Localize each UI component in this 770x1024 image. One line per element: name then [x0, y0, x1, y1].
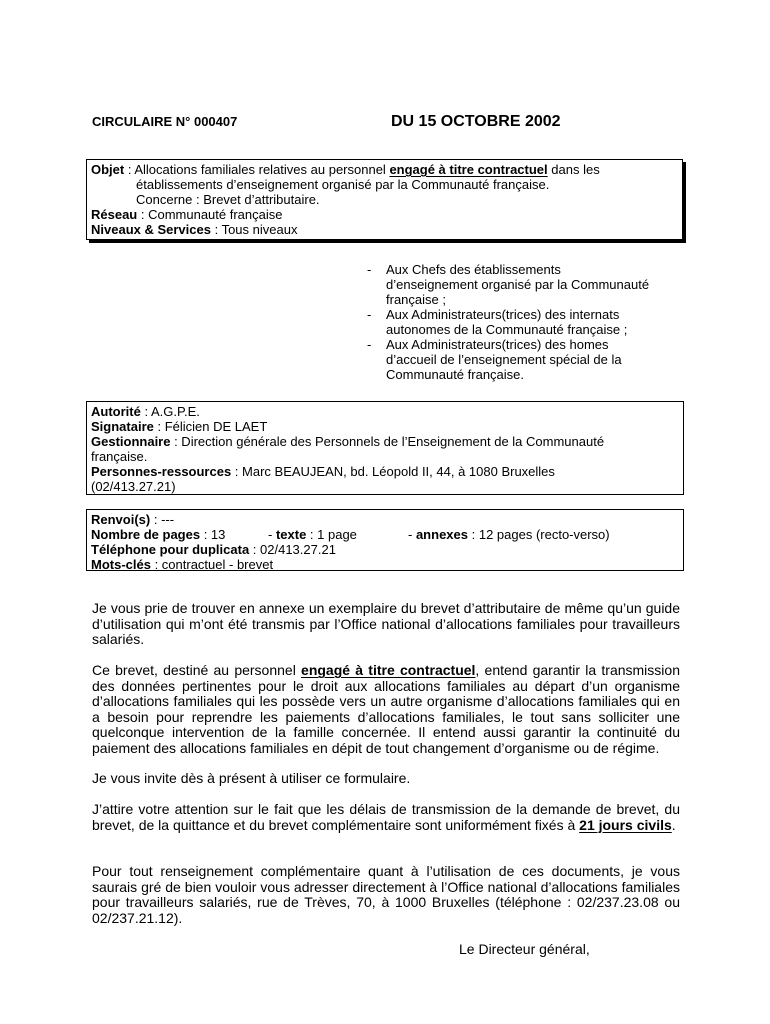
signataire-label: Signataire [91, 419, 154, 434]
pages-line: Nombre de pages : 13 - texte : 1 page - annexes : 12 pages (recto-verso) [91, 527, 610, 542]
renvoi-box [86, 509, 684, 571]
reseau-line: Réseau : Communauté française [91, 207, 283, 222]
contract-emphasis: engagé à titre contractuel [301, 662, 476, 678]
annexes-label: annexes [415, 527, 468, 542]
circular-number: CIRCULAIRE N° 000407 [92, 114, 238, 129]
mots-cles-line: Mots-clés : contractuel - brevet [91, 557, 274, 572]
body-paragraph-4: J’attire votre attention sur le fait que les délais de transmission de la demande de brevet, du brevet, de la quittance et du brevet complémentaire sont uniformément fixés à 21 jours civils. [92, 801, 680, 833]
reseau-label: Réseau [91, 207, 138, 222]
recipient-item: - Aux Chefs des établissements d’enseignement organisé par la Communauté française ; [367, 262, 650, 307]
signataire-line: Signataire : Félicien DE LAET [91, 419, 268, 434]
personnes-line-2: (02/413.27.21) [91, 479, 176, 494]
body-paragraph-1: Je vous prie de trouver en annexe un exemplaire du brevet d’attributaire de même qu’un guide d’utilisation qui m’ont été transmis par l’Office national d’allocations familiales pour travailleurs salariés. [92, 600, 680, 647]
concerne-line: Concerne : Brevet d’attributaire. [136, 192, 320, 207]
personnes-line: Personnes-ressources : Marc BEAUJEAN, bd. Léopold II, 44, à 1080 Bruxelles [91, 464, 555, 479]
gestionnaire-label: Gestionnaire [91, 434, 171, 449]
texte-label: texte [275, 527, 307, 542]
autorite-box [86, 401, 684, 495]
niveaux-line: Niveaux & Services : Tous niveaux [91, 222, 298, 237]
objet-line: Objet : Allocations familiales relatives au personnel engagé à titre contractuel dans les [91, 162, 600, 177]
objet-label: Objet [91, 162, 125, 177]
gestionnaire-line-2: française. [91, 449, 148, 464]
mots-cles-label: Mots-clés [91, 557, 151, 572]
pages-label: Nombre de pages [91, 527, 201, 542]
recipients-list [367, 262, 687, 382]
deadline-emphasis: 21 jours civils [579, 816, 672, 833]
recipient-item: - Aux Administrateurs(trices) des internats autonomes de la Communauté française ; [367, 307, 628, 337]
body-paragraph-2: Ce brevet, destiné au personnel engagé à titre contractuel, entend garantir la transmission des données pertinentes pour le droit aux allocations familiales au départ d’un organisme d’allocations familiales qui les possède vers un autre organisme d’allocations familiales qui en a besoin pour reprendre les paiements d’allocations familiales, le tout sans solliciter une quelconque intervention de la famille concernée. Il entend aussi garantir la continuité du paiement des allocations familiales en dépit de tout changement d’organisme ou de régime. [92, 662, 680, 756]
signature-line: Le Directeur général, [459, 941, 590, 957]
autorite-label: Autorité [91, 404, 141, 419]
autorite-line: Autorité : A.G.P.E. [91, 404, 200, 419]
body-paragraph-3: Je vous invite dès à présent à utiliser ce formulaire. [92, 770, 411, 786]
gestionnaire-line: Gestionnaire : Direction générale des Personnels de l’Enseignement de la Communauté [91, 434, 605, 449]
telephone-line: Téléphone pour duplicata : 02/413.27.21 [91, 542, 336, 557]
body-paragraph-5: Pour tout renseignement complémentaire quant à l’utilisation de ces documents, je vous saurais gré de bien vouloir vous adresser directement à l’Office national d’allocations familiales pour travailleurs salariés, rue de Trèves, 70, à 1000 Bruxelles (téléphone : 02/237.23.08 ou 02/237.21.12). [92, 863, 680, 926]
telephone-label: Téléphone pour duplicata [91, 542, 250, 557]
objet-line-2: établissements d’enseignement organisé par la Communauté française. [136, 177, 550, 192]
objet-emphasis: engagé à titre contractuel [389, 162, 548, 177]
renvoi-label: Renvoi(s) [91, 512, 151, 527]
personnes-label: Personnes-ressources [91, 464, 232, 479]
circular-date: DU 15 OCTOBRE 2002 [391, 113, 561, 130]
renvoi-line: Renvoi(s) : --- [91, 512, 175, 527]
niveaux-label: Niveaux & Services [91, 222, 211, 237]
objet-box [86, 159, 683, 240]
recipient-item: - Aux Administrateurs(trices) des homes d’accueil de l’enseignement spécial de la Communauté française. [367, 337, 622, 382]
